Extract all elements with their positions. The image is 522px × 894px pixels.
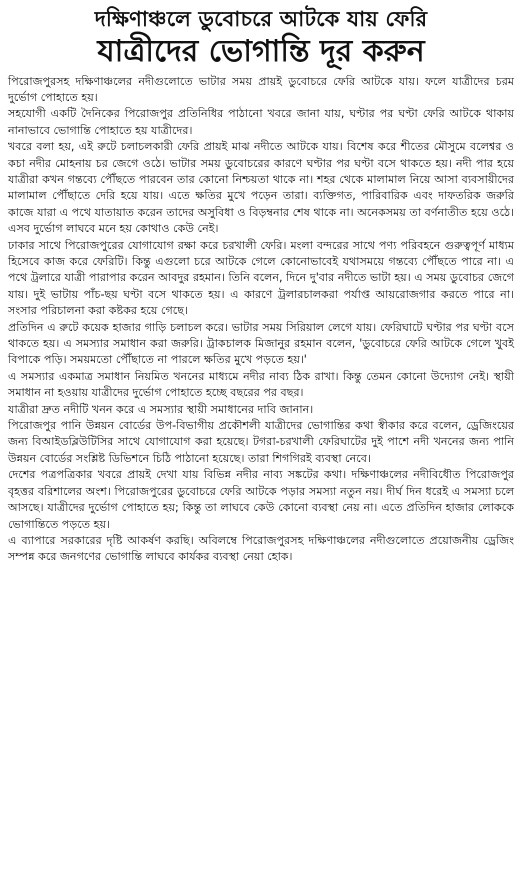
headline	[8, 8, 514, 68]
article-body	[8, 74, 514, 566]
article-paragraph: দেশের পত্রপত্রিকার খবরে প্রায়ই দেখা যায় বিভিন্ন নদীর নাব্য সঙ্কটের কথা। দক্ষিণাঞ্চলের নদীবিধৌত পিরোজপুর বৃহত্তর বরিশালের অংশ। পিরোজপুরের ডুবোচরে ফেরি আটকে পড়ার সমস্যা নতুন নয়। দীর্ঘ দিন ধরেই এ সমস্যা চলে আসছে। যাত্রীদের দুর্ভোগ পোহাতে হয়; কিন্তু তা লাঘবে কেউ কোনো ব্যবস্থা নেয় না। এতে প্রতিদিন হাজার লোককে ভোগান্তিতে পড়তে হয়।	[8, 468, 514, 531]
article-paragraph: পিরোজপুর পানি উন্নয়ন বোর্ডের উপ-বিভাগীয় প্রকৌশলী যাত্রীদের ভোগান্তির কথা স্বীকার করে বলেন, ড্রেজিংয়ের জন্য বিআইডব্লিউটিসির সাথে যোগাযোগ করা হয়েছে। টগরা-চরখালী ফেরিঘাটের দুই পাশে নদী খননের জন্য পানি উন্নয়ন বোর্ডের সংশ্লিষ্ট ডিভিশনে চিঠি পাঠানো হয়েছে। তারা শিগগিরই ব্যবস্থা নেবে।	[8, 419, 514, 465]
headline-line-2: যাত্রীদের ভোগান্তি দূর করুন	[97, 34, 425, 70]
article-paragraph: ঢাকার সাথে পিরোজপুরের যোগাযোগ রক্ষা করে চরখালী ফেরি। মংলা বন্দরের সাথে পণ্য পরিবহনে গুরুত্বপূর্ণ মাধ্যম হিসেবে কাজ করে ফেরিটি। কিন্তু এগুলো চরে আটকে গেলে কোনোভাবেই যথাসময়ে গন্তব্যে পৌঁছতে পারে না। এ পথে ট্রলারে যাত্রী পারাপার করেন আবদুর রহমান। তিনি বলেন, দিনে দু'বার নদীতে ভাটা হয়। এ সময় ডুবোচর জেগে যায়। দুই ভাটায় পাঁচ-ছয় ঘণ্টা বসে থাকতে হয়। এ কারণে ট্রলারচালকরা পর্যাপ্ত আয়রোজগার করতে পারে না। সংসার পরিচালনা করা কষ্টকর হয়ে গেছে।	[8, 238, 514, 318]
article-paragraph: পিরোজপুরসহ দক্ষিণাঞ্চলের নদীগুলোতে ভাটার সময় প্রায়ই ডুবোচরে ফেরি আটকে যায়। ফলে যাত্রীদের চরম দুর্ভোগ পোহাতে হয়।	[8, 74, 514, 104]
article-paragraph: যাত্রীরা দ্রুত নদীটি খনন করে এ সমস্যার স্থায়ী সমাধানের দাবি জানান।	[8, 402, 314, 416]
article-paragraph: এ ব্যাপারে সরকারের দৃষ্টি আকর্ষণ করছি। অবিলম্বে পিরোজপুরসহ দক্ষিণাঞ্চলের নদীগুলোতে প্রয়োজনীয় ড্রেজিং সম্পন্ন করে জনগণের ভোগান্তি লাঘবে কার্যকর ব্যবস্থা নেয়া হোক।	[8, 533, 514, 564]
article-paragraph: সহযোগী একটি দৈনিকের পিরোজপুর প্রতিনিধির পাঠানো খবরে জানা যায়, ঘণ্টার পর ঘণ্টা ফেরি আটকে থাকায় নানাভাবে ভোগান্তি পোহাতে হয় যাত্রীদের।	[8, 107, 514, 137]
article-paragraph: এ সমস্যার একমাত্র সমাধান নিয়মিত খননের মাধ্যমে নদীর নাব্য ঠিক রাখা। কিন্তু তেমন কোনো উদ্যোগ নেই। স্থায়ী সমাধান না হওয়ায় যাত্রীদের দুর্ভোগ পোহাতে হচ্ছে বছরের পর বছর।	[8, 369, 514, 400]
headline-line-1: দক্ষিণাঞ্চলে ডুবোচরে আটকে যায় ফেরি	[94, 7, 428, 31]
article-paragraph: প্রতিদিন এ রুটে কয়েক হাজার গাড়ি চলাচল করে। ভাটার সময় সিরিয়াল লেগে যায়। ফেরিঘাটে ঘণ্টার পর ঘণ্টা বসে থাকতে হয়। এ সমস্যার সমাধান করা জরুরি। ট্রাকচালক মিজানুর রহমান বলেন, 'ডুবোচরে ফেরি আটকে গেলে খুবই বিপাকে পড়ি। সময়মতো পৌঁছাতে না পারলে ক্ষতির মুখে পড়তে হয়।'	[8, 320, 514, 367]
article-paragraph: খবরে বলা হয়, এই রুটে চলাচলকারী ফেরি প্রায়ই মাঝ নদীতে আটকে যায়। বিশেষ করে শীতের মৌসুমে বলেশ্বর ও কচা নদীর মোহনায় চর জেগে ওঠে। ভাটার সময় ডুবোচরের কারণে ঘণ্টার পর ঘণ্টা বসে থাকতে হয়। নদী পার হয়ে যাত্রীরা কখন গন্তব্যে পৌঁছতে পারবেন তার কোনো নিশ্চয়তা থাকে না। শহর থেকে মালামাল নিয়ে আসা ব্যবসায়ীদের মালামাল পৌঁছাতে দেরি হয়ে যায়। এতে ক্ষতির মুখে পড়েন তারা। ব্যক্তিগত, পারিবারিক এবং দাফতরিক জরুরি কাজে যারা এ পথে যাতায়াত করেন তাদের অসুবিধা ও বিড়ম্বনার শেষ থাকে না। অনেকসময় তা বর্ণনাতীত হয়ে ওঠে। এসব দুর্ভোগ লাঘবে মনে হয় কোথাও কেউ নেই।	[8, 140, 514, 236]
